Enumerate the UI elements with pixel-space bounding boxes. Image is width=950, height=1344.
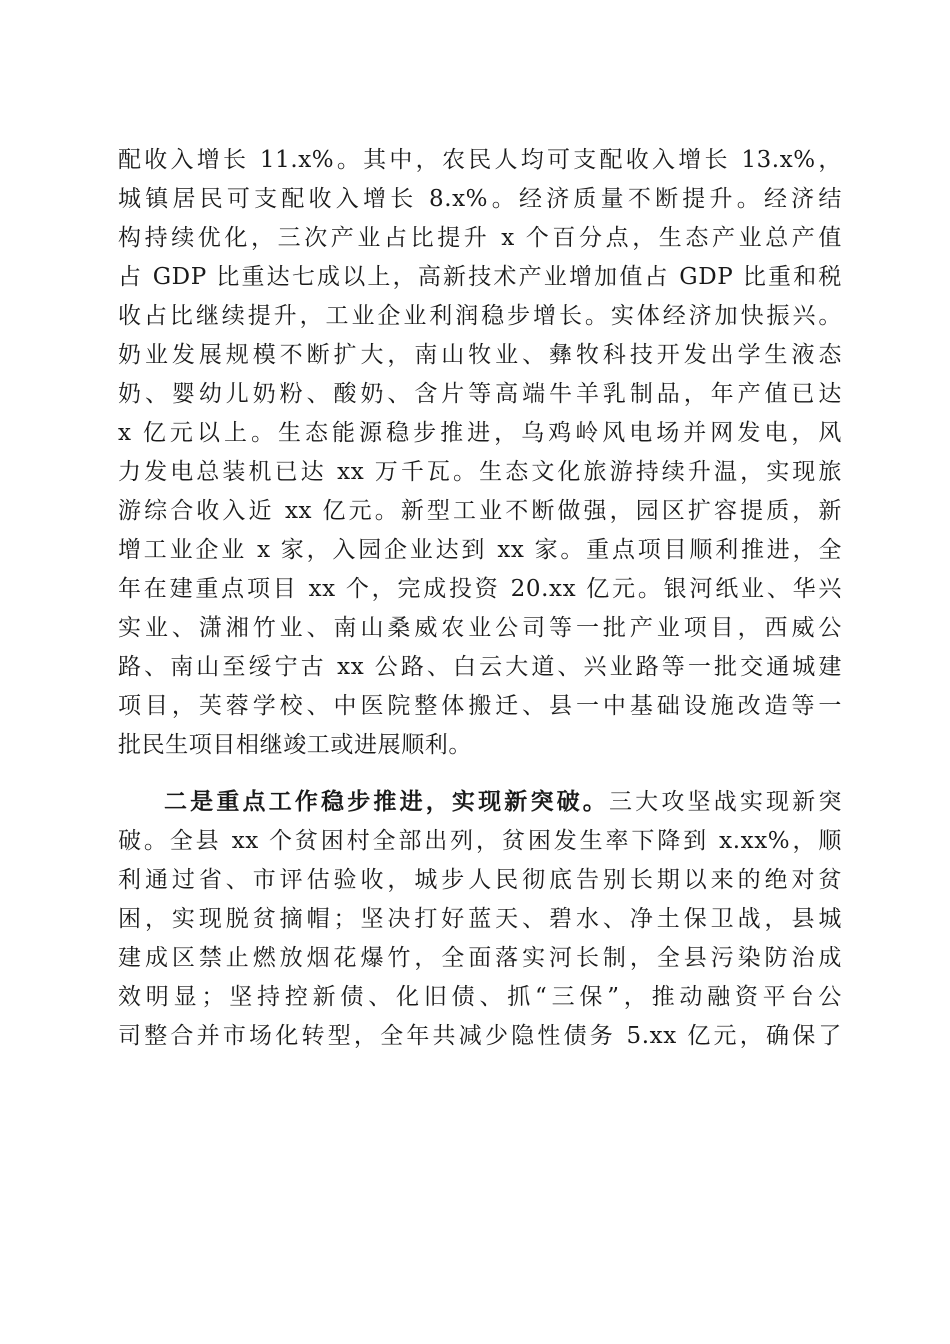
paragraph-heading: 二是重点工作稳步推进，实现新突破。 [164, 789, 609, 815]
text-line: 游综合收入近 xx 亿元。新型工业不断做强，园区扩容提质，新 [118, 498, 842, 524]
text-line: 困，实现脱贫摘帽；坚决打好蓝天、碧水、净土保卫战，县城 [118, 906, 842, 932]
text-line: 建成区禁止燃放烟花爆竹，全面落实河长制，全县污染防治成 [118, 945, 842, 971]
text-line: 破。全县 xx 个贫困村全部出列，贫困发生率下降到 x.xx%，顺 [118, 828, 842, 854]
text-line: 配收入增长 11.x%。其中，农民人均可支配收入增长 13.x%， [118, 147, 842, 173]
text-line: 增工业企业 x 家，入园企业达到 xx 家。重点项目顺利推进，全 [118, 537, 842, 563]
text-line: 批民生项目相继竣工或进展顺利。 [118, 732, 472, 758]
paragraph-text: 三大攻坚战实现新突 [609, 789, 843, 815]
paragraph-gap [118, 765, 842, 783]
text-line: 实业、潇湘竹业、南山桑威农业公司等一批产业项目，西威公 [118, 615, 842, 641]
text-line: 利通过省、市评估验收，城步人民彻底告别长期以来的绝对贫 [118, 867, 842, 893]
text-line: 力发电总装机已达 xx 万千瓦。生态文化旅游持续升温，实现旅 [118, 459, 842, 485]
document-body [118, 141, 842, 1056]
text-line: 占 GDP 比重达七成以上，高新技术产业增加值占 GDP 比重和税 [118, 264, 842, 290]
text-line: 奶、婴幼儿奶粉、酸奶、含片等高端牛羊乳制品，年产值已达 [118, 381, 842, 407]
text-line: 司整合并市场化转型，全年共减少隐性债务 5.xx 亿元，确保了 [118, 1023, 842, 1049]
text-line: 路、南山至绥宁古 xx 公路、白云大道、兴业路等一批交通城建 [118, 654, 842, 680]
text-line: 效明显；坚持控新债、化旧债、抓“三保”，推动融资平台公 [118, 984, 842, 1010]
text-line: 收占比继续提升，工业企业利润稳步增长。实体经济加快振兴。 [118, 303, 842, 329]
text-line: 奶业发展规模不断扩大，南山牧业、彝牧科技开发出学生液态 [118, 342, 842, 368]
text-line: 构持续优化，三次产业占比提升 x 个百分点，生态产业总产值 [118, 225, 842, 251]
text-line: 年在建重点项目 xx 个，完成投资 20.xx 亿元。银河纸业、华兴 [118, 576, 842, 602]
paragraph-first-line [118, 783, 842, 822]
text-line: 项目，芙蓉学校、中医院整体搬迁、县一中基础设施改造等一 [118, 693, 842, 719]
text-line: x 亿元以上。生态能源稳步推进，乌鸡岭风电场并网发电，风 [118, 420, 842, 446]
text-line: 城镇居民可支配收入增长 8.x%。经济质量不断提升。经济结 [118, 186, 842, 212]
